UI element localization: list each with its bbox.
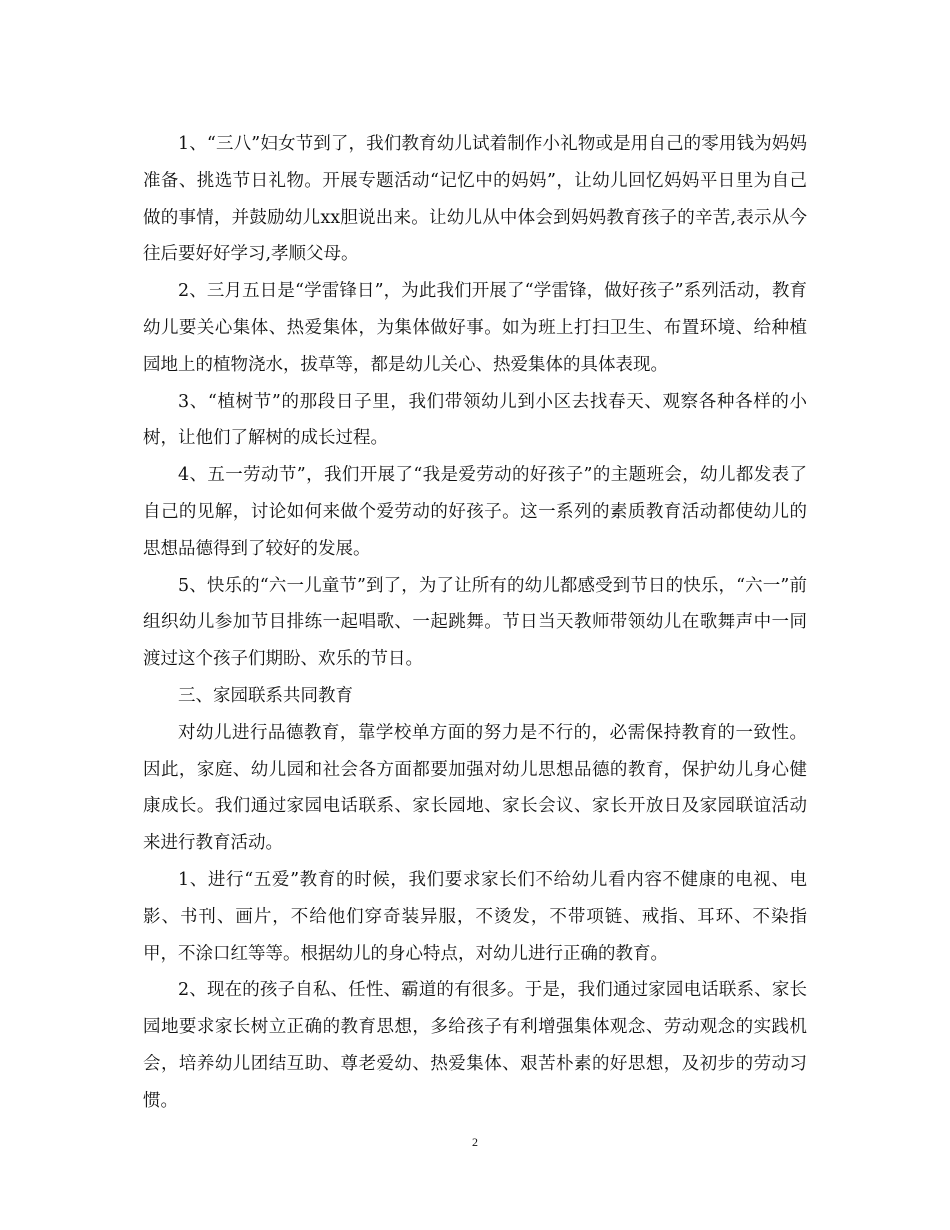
paragraph-womens-day: 1、“三八”妇女节到了，我们教育幼儿试着制作小礼物或是用自己的零用钱为妈妈准备、挑选节日礼物。开展专题活动“记忆中的妈妈”，让幼儿回忆妈妈平日里为自己做的事情，并鼓励幼儿xx胆说出来。让幼儿从中体会到妈妈教育孩子的辛苦,表示从今往后要好好学习,孝顺父母。 (143, 134, 807, 265)
document-body (143, 126, 807, 1120)
section-heading-home-school: 三、家园联系共同教育 (178, 685, 353, 706)
paragraph-five-loves: 1、进行“五爱”教育的时候，我们要求家长们不给幼儿看内容不健康的电视、电影、书刊、画片，不给他们穿奇装异服，不烫发，不带项链、戒指、耳环、不染指甲，不涂口红等等。根据幼儿的身心特点，对幼儿进行正确的教育。 (143, 869, 807, 964)
paragraph-labor-day: 4、五一劳动节”，我们开展了“我是爱劳动的好孩子”的主题班会，幼儿都发表了自己的见解，讨论如何来做个爱劳动的好孩子。这一系列的素质教育活动都使幼儿的思想品德得到了较好的发展。 (143, 465, 807, 559)
paragraph-childrens-day: 5、快乐的“六一儿童节”到了，为了让所有的幼儿都感受到节日的快乐，“六一”前组织幼儿参加节目排练一起唱歌、一起跳舞。节日当天教师带领幼儿在歌舞声中一同渡过这个孩子们期盼、欢乐的节日。 (143, 575, 807, 670)
paragraph-arbor-day: 3、“植树节”的那段日子里，我们带领幼儿到小区去找春天、观察各种各样的小树，让他们了解树的成长过程。 (143, 391, 807, 449)
paragraph-lei-feng-day: 2、三月五日是“学雷锋日”，为此我们开展了“学雷锋，做好孩子”系列活动，教育幼儿要关心集体、热爱集体，为集体做好事。如为班上打扫卫生、布置环境、给种植园地上的植物浇水，拔草等，都是幼儿关心、热爱集体的具体表现。 (143, 281, 807, 375)
paragraph-children-selfish: 2、现在的孩子自私、任性、霸道的有很多。于是，我们通过家园电话联系、家长园地要求家长树立正确的教育思想，多给孩子有利增强集体观念、劳动观念的实践机会，培养幼儿团结互助、尊老爱幼、热爱集体、艰苦朴素的好思想，及初步的劳动习惯。 (143, 980, 807, 1111)
page-number: 2 (472, 1135, 478, 1149)
paragraph-home-school-intro: 对幼儿进行品德教育，靠学校单方面的努力是不行的，必需保持教育的一致性。因此，家庭、幼儿园和社会各方面都要加强对幼儿思想品德的教育，保护幼儿身心健康成长。我们通过家园电话联系、家长园地、家长会议、家长开放日及家园联谊活动来进行教育活动。 (143, 722, 807, 854)
